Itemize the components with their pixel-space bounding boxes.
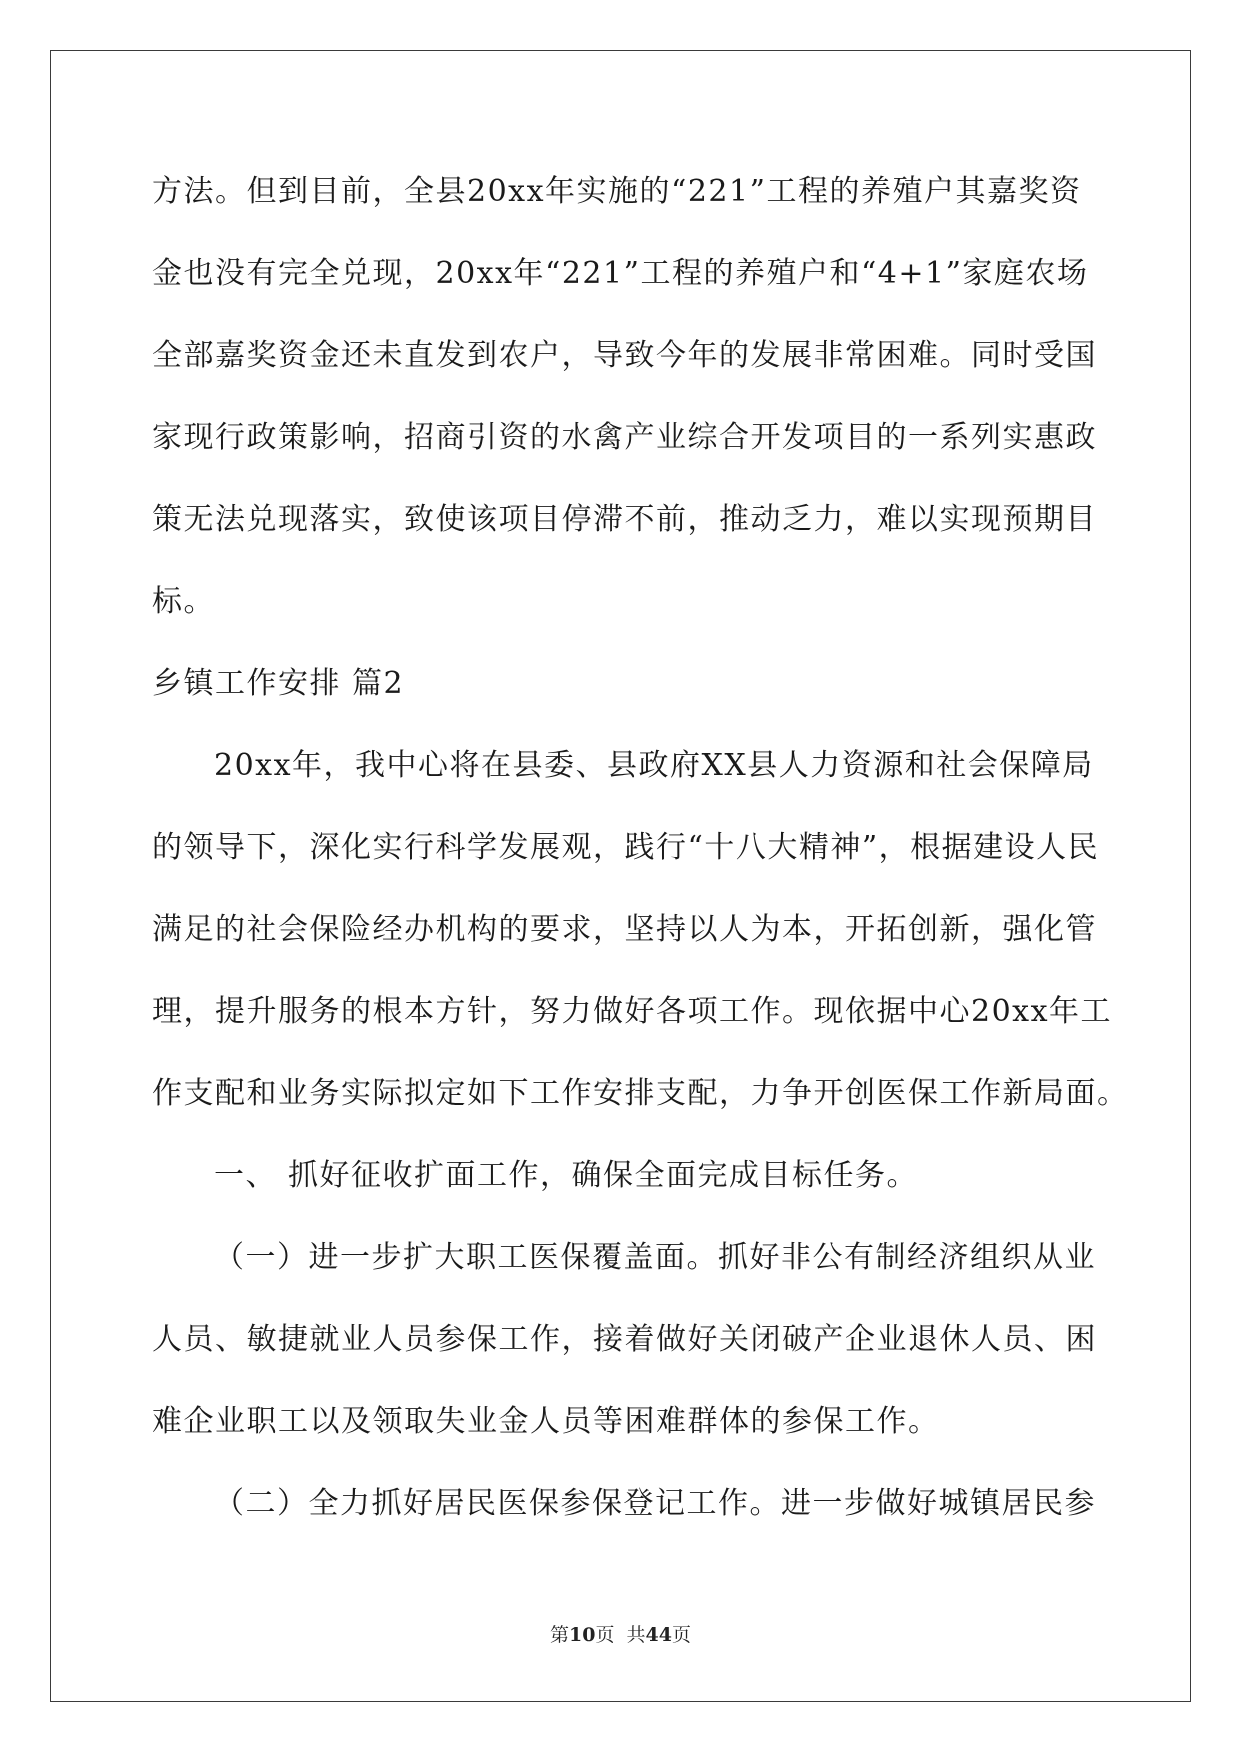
footer-suffix: 页 xyxy=(672,1624,692,1646)
text-line: 作支配和业务实际拟定如下工作安排支配，力争开创医保工作新局面。 xyxy=(152,1076,1129,1111)
text-line: 满足的社会保险经办机构的要求，坚持以人为本，开拓创新，强化管 xyxy=(152,912,1097,947)
total-page-number: 44 xyxy=(645,1624,672,1646)
page-footer xyxy=(0,1620,1241,1647)
footer-prefix: 第 xyxy=(549,1624,569,1646)
text-line: 全部嘉奖资金还未直发到农户，导致今年的发展非常困难。同时受国 xyxy=(152,338,1097,373)
text-line: 20xx年，我中心将在县委、县政府XX县人力资源和社会保障局 xyxy=(214,748,1094,783)
text-line: 难企业职工以及领取失业金人员等困难群体的参保工作。 xyxy=(152,1404,940,1439)
text-line: 标。 xyxy=(152,584,215,619)
section-heading: 乡镇工作安排 篇2 xyxy=(152,666,405,701)
document-body xyxy=(152,151,1129,1545)
text-line: 家现行政策影响，招商引资的水禽产业综合开发项目的一系列实惠政 xyxy=(152,420,1097,455)
text-line: 金也没有完全兑现，20xx年“221”工程的养殖户和“4+1”家庭农场 xyxy=(152,256,1089,291)
text-line: 人员、敏捷就业人员参保工作，接着做好关闭破产企业退休人员、困 xyxy=(152,1322,1097,1357)
current-page-number: 10 xyxy=(569,1624,596,1646)
text-line: （一）进一步扩大职工医保覆盖面。抓好非公有制经济组织从业 xyxy=(214,1240,1096,1275)
text-line: （二）全力抓好居民医保参保登记工作。进一步做好城镇居民参 xyxy=(214,1486,1096,1521)
footer-mid: 页 共 xyxy=(595,1624,646,1646)
text-line: 方法。但到目前，全县20xx年实施的“221”工程的养殖户其嘉奖资 xyxy=(152,174,1082,209)
text-line: 一、 抓好征收扩面工作，确保全面完成目标任务。 xyxy=(214,1158,919,1193)
text-line: 理，提升服务的根本方针，努力做好各项工作。现依据中心20xx年工 xyxy=(152,994,1113,1029)
text-line: 策无法兑现落实，致使该项目停滞不前，推动乏力，难以实现预期目 xyxy=(152,502,1097,537)
text-line: 的领导下，深化实行科学发展观，践行“十八大精神”，根据建设人民 xyxy=(152,830,1100,865)
